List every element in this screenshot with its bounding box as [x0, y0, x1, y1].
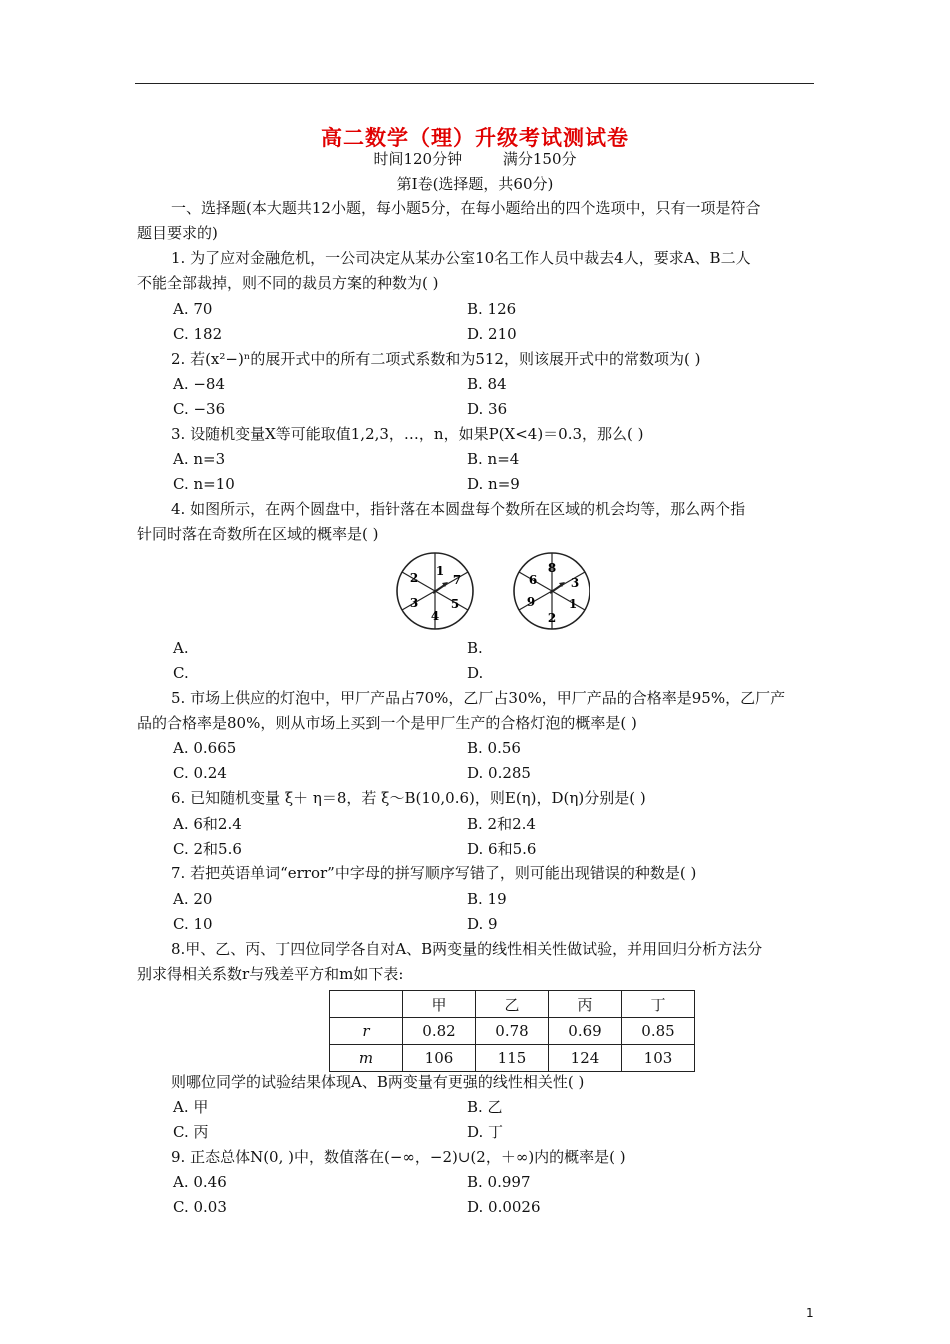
table-cell: m: [330, 1045, 403, 1072]
table-cell: 0.85: [622, 1018, 695, 1045]
wheel2-label: 1: [568, 597, 578, 611]
q5-option-b: B. 0.56: [467, 739, 521, 757]
q7-option-b: B. 19: [467, 890, 507, 908]
q3-option-c: C. n=10: [173, 475, 235, 493]
q2-option-c: C. −36: [173, 400, 226, 418]
table-cell: r: [330, 1018, 403, 1045]
wheel2-label: 6: [528, 573, 538, 587]
table-cell: 乙: [476, 991, 549, 1018]
table-row: [330, 1045, 695, 1072]
q3-option-a: A. n=3: [173, 450, 226, 468]
q2-option-a: A. −84: [173, 375, 226, 393]
q4-option-c: C.: [173, 664, 189, 682]
wheel1-label: 1: [435, 564, 445, 578]
q2-option-b: B. 84: [467, 375, 507, 393]
table-cell: 106: [403, 1045, 476, 1072]
question-4-cont: 针同时落在奇数所在区域的概率是( ): [137, 525, 379, 543]
q8-option-d: D. 丁: [467, 1123, 504, 1141]
q1-option-c: C. 182: [173, 325, 223, 343]
question-8-prompt: 则哪位同学的试验结果体现A、B两变量有更强的线性相关性( ): [171, 1073, 585, 1091]
question-1-cont: 不能全部裁掉，则不同的裁员方案的种数为( ): [137, 274, 439, 292]
question-5: 5. 市场上供应的灯泡中，甲厂产品占70%，乙厂占30%，甲厂产品的合格率是95%，乙厂产: [171, 689, 786, 707]
table-header-row: [330, 991, 695, 1018]
q7-option-a: A. 20: [173, 890, 213, 908]
q7-option-c: C. 10: [173, 915, 213, 933]
q6-option-a: A. 6和2.4: [173, 815, 242, 833]
page-number: 1: [806, 1306, 814, 1320]
wheel1-label: 3: [409, 596, 419, 610]
q6-option-d: D. 6和5.6: [467, 840, 537, 858]
question-6: 6. 已知随机变量 ξ＋ η＝8，若 ξ～B(10,0.6)，则E(η)，D(η)分别是( ): [171, 789, 646, 807]
table-cell: 丁: [622, 991, 695, 1018]
q8-option-a: A. 甲: [173, 1098, 209, 1116]
question-3: 3. 设随机变量X等可能取值1,2,3，…，n，如果P(X<4)＝0.3，那么( ): [171, 425, 644, 443]
q9-option-a: A. 0.46: [173, 1173, 227, 1191]
q4-option-a: A.: [173, 639, 189, 657]
exam-title: 高二数学（理）升级考试测试卷: [321, 125, 629, 150]
q4-option-d: D.: [467, 664, 484, 682]
q5-option-d: D. 0.285: [467, 764, 531, 782]
question-8: 8.甲、乙、丙、丁四位同学各自对A、B两变量的线性相关性做试验，并用回归分析方法分: [171, 940, 763, 958]
q3-option-d: D. n=9: [467, 475, 520, 493]
question-8-cont: 别求得相关系数r与残差平方和m如下表:: [137, 965, 404, 983]
full-score: 满分150分: [502, 150, 577, 168]
wheel2-label: 2: [547, 611, 557, 625]
q4-option-b: B.: [467, 639, 483, 657]
q9-option-b: B. 0.997: [467, 1173, 531, 1191]
table-cell: 115: [476, 1045, 549, 1072]
section-instructions-cont: 题目要求的): [137, 224, 218, 242]
wheel2-label: 8: [547, 561, 557, 575]
table-cell: 0.78: [476, 1018, 549, 1045]
table-cell: 甲: [403, 991, 476, 1018]
correlation-table: [329, 990, 695, 1072]
part-heading: 第Ⅰ卷(选择题，共60分): [396, 175, 554, 193]
wheel2-label: 3: [570, 576, 580, 590]
spinner-wheel-1: [397, 553, 473, 629]
table-cell: 丙: [549, 991, 622, 1018]
section-instructions: 一、选择题(本大题共12小题，每小题5分，在每小题给出的四个选项中，只有一项是符合: [171, 199, 761, 217]
q6-option-b: B. 2和2.4: [467, 815, 536, 833]
q5-option-c: C. 0.24: [173, 764, 227, 782]
question-7: 7. 若把英语单词“error”中字母的拼写顺序写错了，则可能出现错误的种数是( ): [171, 864, 697, 882]
time-limit: 时间120分钟: [373, 150, 463, 168]
q8-option-c: C. 丙: [173, 1123, 209, 1141]
exam-meta: [0, 148, 950, 169]
q1-option-a: A. 70: [173, 300, 213, 318]
wheel1-label: 4: [430, 609, 440, 623]
question-4: 4. 如图所示，在两个圆盘中，指针落在本圆盘每个数所在区域的机会均等，那么两个指: [171, 500, 746, 518]
table-cell: 103: [622, 1045, 695, 1072]
q7-option-d: D. 9: [467, 915, 498, 933]
question-9: 9. 正态总体N(0, )中，数值落在(−∞，−2)∪(2，＋∞)内的概率是( ): [171, 1148, 626, 1166]
top-rule: [135, 83, 814, 84]
wheel1-label: 2: [409, 571, 419, 585]
spinner-wheel-2: [514, 553, 590, 629]
q1-option-d: D. 210: [467, 325, 517, 343]
table-cell: 0.69: [549, 1018, 622, 1045]
wheel2-label: 9: [526, 595, 536, 609]
spinner-figure: [390, 550, 590, 632]
q5-option-a: A. 0.665: [173, 739, 237, 757]
q3-option-b: B. n=4: [467, 450, 520, 468]
table-cell: [330, 991, 403, 1018]
question-2: 2. 若(x²−)ⁿ的展开式中的所有二项式系数和为512，则该展开式中的常数项为( ): [171, 350, 701, 368]
q1-option-b: B. 126: [467, 300, 517, 318]
q9-option-d: D. 0.0026: [467, 1198, 541, 1216]
table-row: [330, 1018, 695, 1045]
q8-option-b: B. 乙: [467, 1098, 503, 1116]
wheel1-label: 7: [452, 573, 462, 587]
q2-option-d: D. 36: [467, 400, 508, 418]
wheel1-label: 5: [450, 597, 460, 611]
q9-option-c: C. 0.03: [173, 1198, 227, 1216]
table-cell: 0.82: [403, 1018, 476, 1045]
question-1: 1. 为了应对金融危机，一公司决定从某办公室10名工作人员中裁去4人，要求A、B二人: [171, 249, 751, 267]
table-cell: 124: [549, 1045, 622, 1072]
question-5-cont: 品的合格率是80%，则从市场上买到一个是甲厂生产的合格灯泡的概率是( ): [137, 714, 637, 732]
q6-option-c: C. 2和5.6: [173, 840, 242, 858]
